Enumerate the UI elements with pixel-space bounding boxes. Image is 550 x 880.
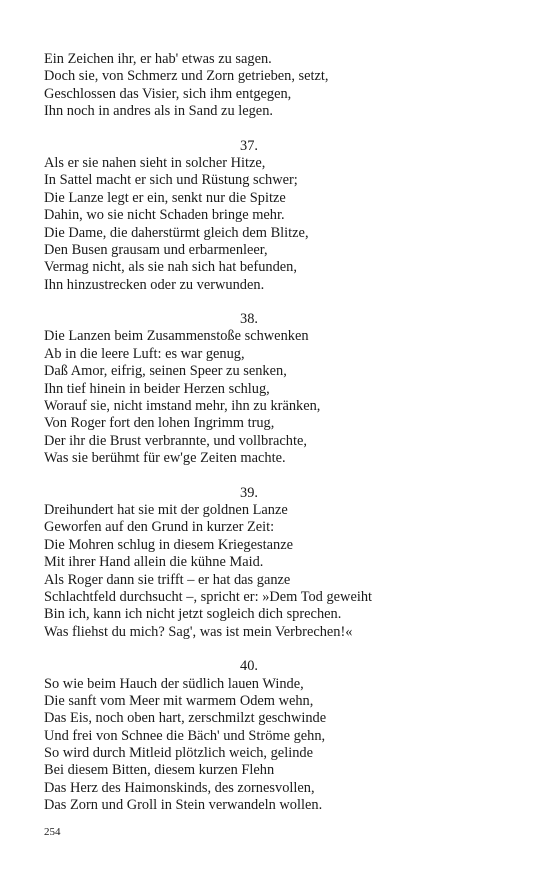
- verse-line: Schlachtfeld durchsucht –, spricht er: »Dem Tod geweiht: [44, 588, 373, 605]
- verse-line: Den Busen grausam und erbarmenleer,: [44, 241, 268, 258]
- verse-line: So wie beim Hauch der südlich lauen Winde,: [44, 675, 304, 692]
- verse-line: Ab in die leere Luft: es war genug,: [44, 345, 245, 362]
- verse-line: Die sanft vom Meer mit warmem Odem wehn,: [44, 692, 314, 709]
- verse-line: Als er sie nahen sieht in solcher Hitze,: [44, 154, 266, 171]
- verse-line: Die Lanzen beim Zusammenstoße schwenken: [44, 328, 309, 345]
- verse-line: Geworfen auf den Grund in kurzer Zeit:: [44, 519, 275, 536]
- verse-line: Doch sie, von Schmerz und Zorn getrieben, setzt,: [44, 68, 329, 85]
- stanza-39: [44, 485, 514, 642]
- verse-line: Bin ich, kann ich nicht jetzt sogleich dich sprechen.: [44, 606, 342, 623]
- page-number: 254: [44, 826, 61, 838]
- verse-line: Das Herz des Haimonskinds, des zornesvollen,: [44, 779, 315, 796]
- verse-line: Als Roger dann sie trifft – er hat das ganze: [44, 571, 291, 588]
- stanza-number: 37.: [240, 137, 258, 154]
- verse-line: Die Dame, die daherstürmt gleich dem Blitze,: [44, 224, 309, 241]
- verse-line: Worauf sie, nicht imstand mehr, ihn zu kränken,: [44, 398, 321, 415]
- verse-line: Daß Amor, eifrig, seinen Speer zu senken,: [44, 363, 287, 380]
- verse-line: So wird durch Mitleid plötzlich weich, gelinde: [44, 745, 313, 762]
- verse-line: Die Mohren schlug in diesem Kriegestanze: [44, 536, 293, 553]
- verse-line: Ihn noch in andres als in Sand zu legen.: [44, 103, 273, 120]
- verse-line: Geschlossen das Visier, sich ihm entgegen,: [44, 85, 292, 102]
- verse-line: Was sie berühmt für ew'ge Zeiten machte.: [44, 450, 286, 467]
- verse-line: Ihn tief hinein in beider Herzen schlug,: [44, 380, 270, 397]
- stanza-37: [44, 138, 514, 295]
- verse-line: Dreihundert hat sie mit der goldnen Lanze: [44, 501, 288, 518]
- verse-line: Vermag nicht, als sie nah sich hat befunden,: [44, 259, 297, 276]
- verse-line: Das Eis, noch oben hart, zerschmilzt geschwinde: [44, 710, 327, 727]
- stanza-number: 39.: [240, 484, 258, 501]
- verse-line: Mit ihrer Hand allein die kühne Maid.: [44, 554, 264, 571]
- verse-line: Was fliehst du mich? Sag', was ist mein Verbrechen!«: [44, 623, 353, 640]
- stanza-number: 40.: [240, 658, 258, 675]
- stanza-40: [44, 658, 514, 815]
- verse-line: Von Roger fort den lohen Ingrimm trug,: [44, 415, 275, 432]
- verse-line: Dahin, wo sie nicht Schaden bringe mehr.: [44, 207, 285, 224]
- verse-line: Das Zorn und Groll in Stein verwandeln wollen.: [44, 797, 323, 814]
- verse-line: Die Lanze legt er ein, senkt nur die Spitze: [44, 189, 286, 206]
- verse-line: In Sattel macht er sich und Rüstung schwer;: [44, 172, 298, 189]
- verse-line: Und frei von Schnee die Bäch' und Ströme gehn,: [44, 727, 326, 744]
- stanza-38: [44, 311, 514, 468]
- stanza-number: 38.: [240, 311, 258, 328]
- verse-line: Bei diesem Bitten, diesem kurzen Flehn: [44, 762, 275, 779]
- opening-stanza-fragment: [44, 51, 514, 121]
- verse-line: Der ihr die Brust verbrannte, und vollbrachte,: [44, 432, 307, 449]
- verse-line: Ein Zeichen ihr, er hab' etwas zu sagen.: [44, 51, 272, 67]
- book-page: [44, 51, 514, 815]
- verse-line: Ihn hinzustrecken oder zu verwunden.: [44, 276, 265, 293]
